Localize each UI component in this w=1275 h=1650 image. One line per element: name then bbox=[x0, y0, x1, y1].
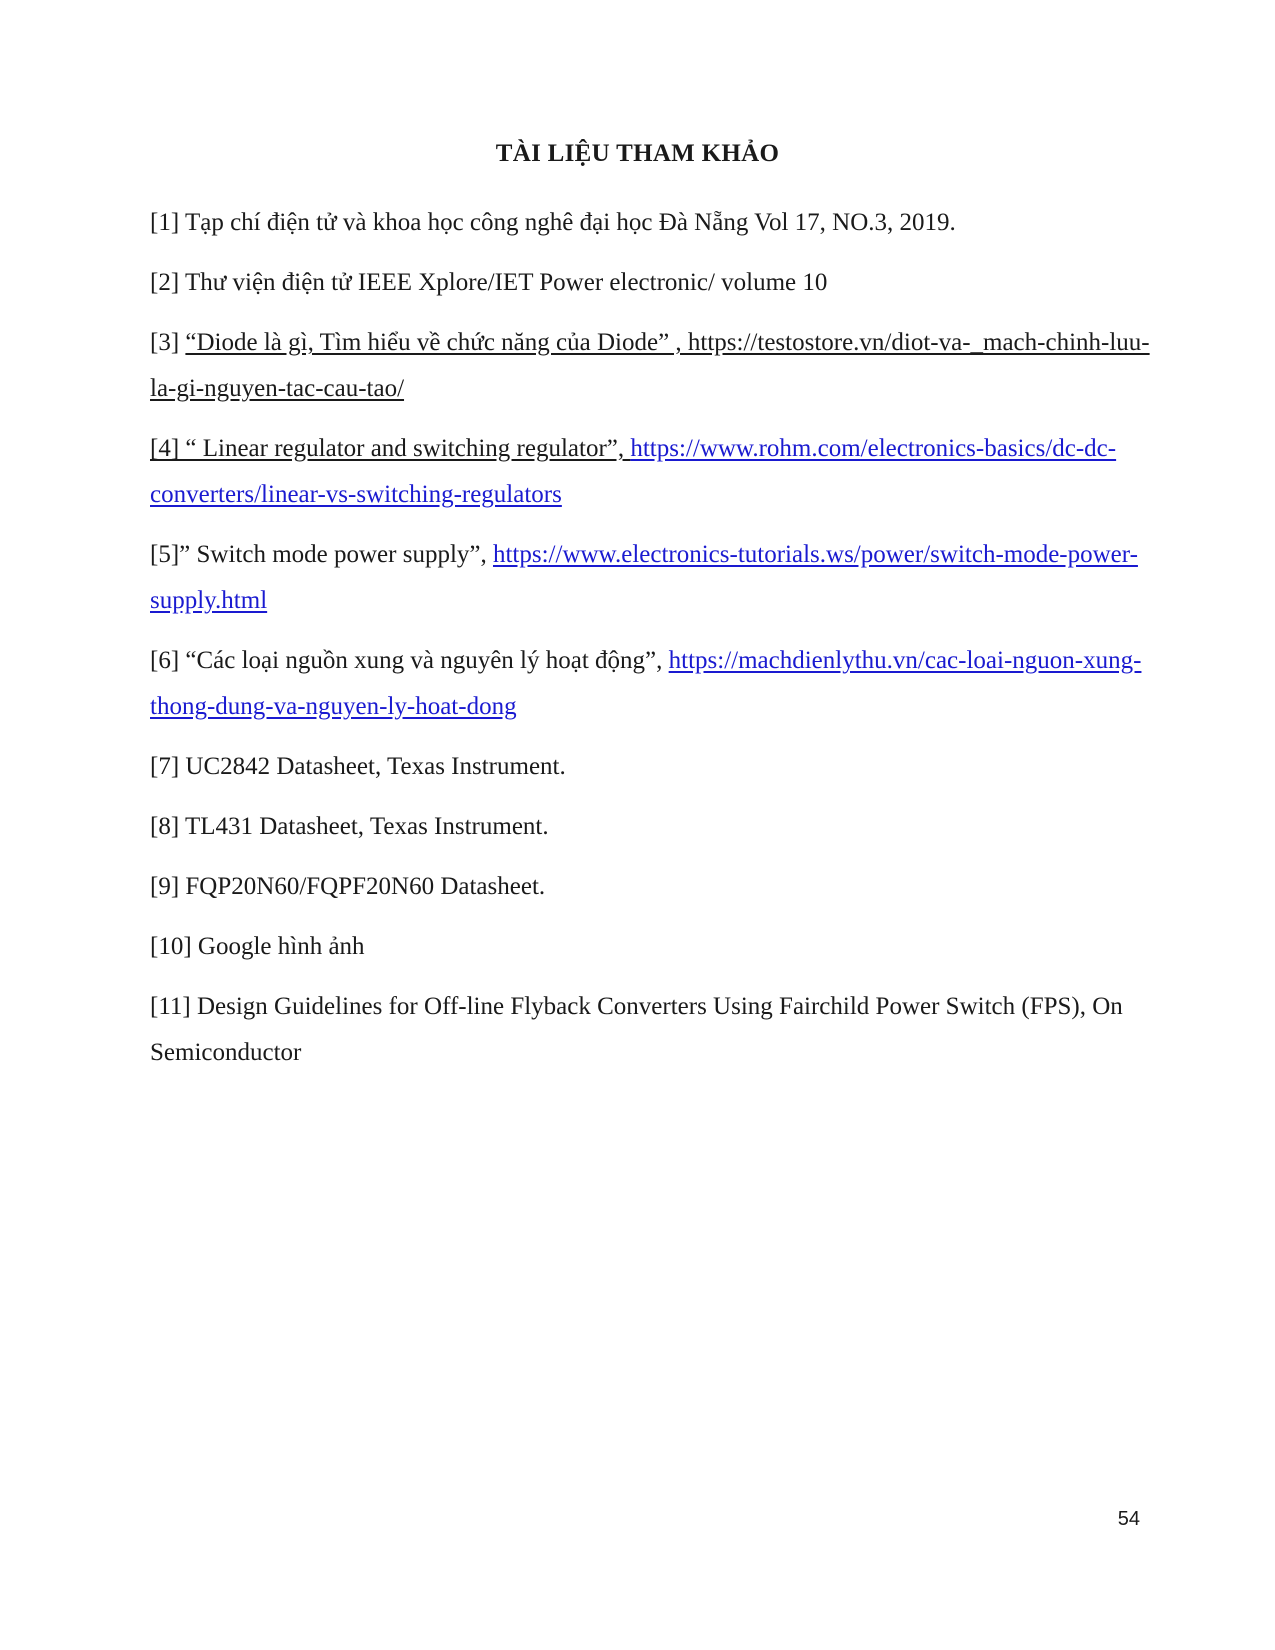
reference-6-title: [6] “Các loại nguồn xung và nguyên lý hoạt động”, bbox=[150, 647, 669, 674]
reference-6-link[interactable]: https://machdienlythu.vn/cac-loai-nguon-xung-thong-dung-va-nguyen-ly-hoat-dong bbox=[150, 647, 1142, 720]
page-number: 54 bbox=[1117, 1508, 1140, 1530]
reference-6 bbox=[150, 638, 1160, 730]
reference-5 bbox=[150, 532, 1160, 624]
reference-9: [9] FQP20N60/FQPF20N60 Datasheet. bbox=[150, 873, 546, 900]
reference-2: [2] Thư viện điện tử IEEE Xplore/IET Power electronic/ volume 10 bbox=[150, 269, 828, 296]
reference-list bbox=[150, 200, 1160, 1090]
reference-11: [11] Design Guidelines for Off-line Flyback Converters Using Fairchild Power Switch (FPS), On Semiconductor bbox=[150, 993, 1123, 1066]
reference-5-link[interactable]: https://www.electronics-tutorials.ws/power/switch-mode-power-supply.html bbox=[150, 541, 1138, 614]
reference-5-title: [5]” Switch mode power supply”, bbox=[150, 541, 493, 568]
reference-10: [10] Google hình ảnh bbox=[150, 933, 365, 960]
reference-4-title: [4] “ Linear regulator and switching regulator”, bbox=[150, 435, 631, 462]
reference-7: [7] UC2842 Datasheet, Texas Instrument. bbox=[150, 753, 566, 780]
reference-3 bbox=[150, 320, 1160, 412]
reference-1: [1] Tạp chí điện tử và khoa học công nghê đại học Đà Nẵng Vol 17, NO.3, 2019. bbox=[150, 209, 956, 236]
reference-3-link[interactable]: “Diode là gì, Tìm hiểu về chức năng của Diode” , https://testostore.vn/diot-va-_mach-chinh-luu-la-gi-nguyen-tac-cau-tao/ bbox=[150, 329, 1150, 402]
reference-8: [8] TL431 Datasheet, Texas Instrument. bbox=[150, 813, 549, 840]
reference-4 bbox=[150, 426, 1160, 518]
reference-3-number: [3] bbox=[150, 329, 186, 356]
page-title: TÀI LIỆU THAM KHẢO bbox=[495, 140, 780, 167]
reference-4-link[interactable]: https://www.rohm.com/electronics-basics/dc-dc-converters/linear-vs-switching-regulators bbox=[150, 435, 1117, 508]
